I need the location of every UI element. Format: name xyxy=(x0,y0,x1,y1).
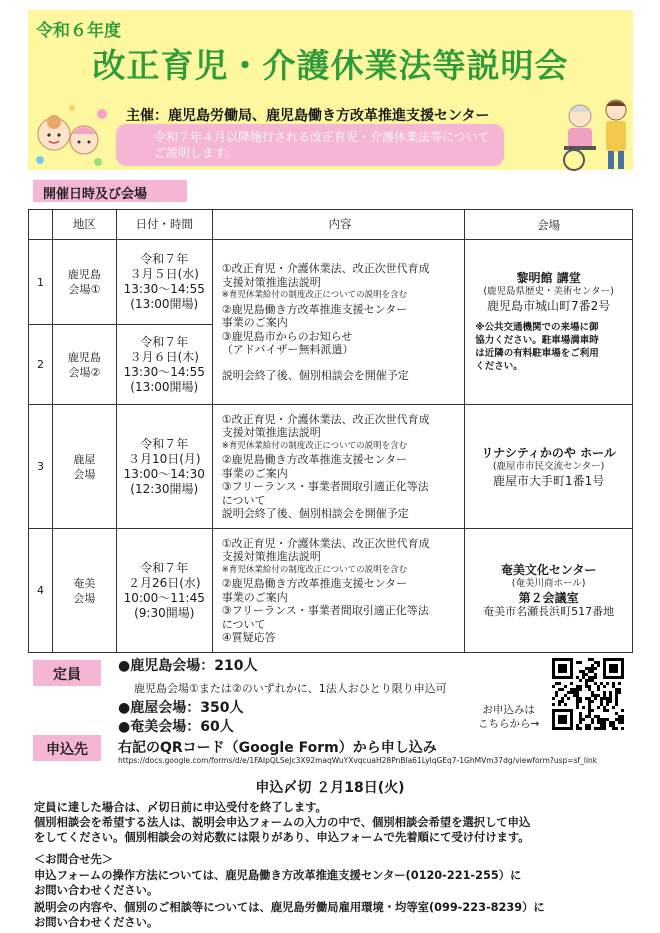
content-line: ②鹿児島働き方改革推進支援センター xyxy=(221,302,408,316)
content-small: ※育児休業給付の制度改正についての説明を含む xyxy=(221,440,408,451)
baby-illustration-icon xyxy=(32,100,112,168)
capacity-kagoshima-note: 鹿児島会場①または②のいずれかに、1法人おひとり限り申込可 xyxy=(134,682,447,695)
venue-address: 鹿屋市大手町1番1号 xyxy=(492,473,605,488)
date-cell xyxy=(116,529,212,653)
header-area: 地区 xyxy=(52,210,116,240)
note-consult-1: 個別相談会を希望する法人は、説明会申込フォームの入力の中で、個別相談会希望を選択して申込 xyxy=(34,816,531,829)
schedule-table xyxy=(28,209,633,653)
content-line: について xyxy=(221,617,266,631)
note-capacity: 定員に達した場合は、〆切日前に申込受付を終了します。 xyxy=(34,801,327,814)
organizer: 主催：鹿児島労働局、鹿児島働き方改革推進支援センター xyxy=(126,108,490,124)
row-number: 3 xyxy=(29,405,53,529)
venue-note-line: ください。 xyxy=(475,361,523,372)
venue-room: 第２会議室 xyxy=(518,590,579,605)
area-name: 鹿児島 xyxy=(67,268,101,281)
area-name: 鹿屋 xyxy=(73,452,96,466)
date-time: 13:30～14:55 xyxy=(123,364,205,379)
area-cell xyxy=(52,405,116,529)
content-line: 事業のご案内 xyxy=(221,466,288,480)
header-venue: 会場 xyxy=(465,210,633,240)
area-cell xyxy=(52,325,116,405)
date-time: 10:00～11:45 xyxy=(123,590,205,605)
content-line: ②鹿児島働き方改革推進支援センター xyxy=(221,577,408,590)
venue-note xyxy=(469,321,628,373)
content-line: 説明会終了後、個別相談会を開催予定 xyxy=(221,507,409,520)
date-day: ３月５日(水) xyxy=(129,267,199,281)
date-open: (13:00開場) xyxy=(130,379,199,394)
area-sub: 会場② xyxy=(68,365,101,379)
fiscal-year: 令和６年度 xyxy=(36,21,121,41)
qr-label-line: お申込みは xyxy=(482,704,535,716)
date-day: ３月10日(月) xyxy=(127,451,201,466)
content-line: 支援対策推進法説明 xyxy=(221,550,321,563)
venue-note-line: は近隣の有料駐車場をご利用 xyxy=(475,348,599,359)
notice-line-2: ご説明します。 xyxy=(154,146,238,160)
capacity-amami: ●奄美会場：60人 xyxy=(118,719,234,735)
area-name: 鹿児島 xyxy=(67,350,101,364)
content-small: ※育児休業給付の制度改正についての説明を含む xyxy=(221,564,408,575)
area-name: 奄美 xyxy=(73,576,96,590)
content-line: ③鹿児島市からのお知らせ xyxy=(221,329,353,343)
venue-note-line: ※公共交通機関での来場に御 xyxy=(475,322,599,333)
caregiver-illustration-icon xyxy=(556,94,638,174)
venue-sub: (奄美川商ホール) xyxy=(511,577,586,589)
area-sub: 会場 xyxy=(73,467,96,481)
venue-name: リナシティかのや ホール xyxy=(481,445,616,460)
header-banner xyxy=(28,10,633,170)
notice-line-1: 令和７年４月以降施行される改正育児・介護休業法等について xyxy=(154,130,490,144)
date-cell xyxy=(116,240,212,325)
content-line: 支援対策推進法説明 xyxy=(221,275,321,289)
venue-note-line: 協力ください。駐車場満車時 xyxy=(475,335,599,346)
table-row xyxy=(29,240,633,325)
venue-name: 奄美文化センター xyxy=(500,562,597,577)
content-line: ②鹿児島働き方改革推進支援センター xyxy=(221,453,408,466)
date-time: 13:30～14:55 xyxy=(123,282,205,296)
date-day: ２月26日(水) xyxy=(127,575,201,590)
content-cell xyxy=(212,405,465,529)
qr-label-line: こちらから→ xyxy=(478,718,540,730)
header-no xyxy=(29,210,53,240)
venue-name: 黎明館 講堂 xyxy=(516,271,581,285)
content-line: ③フリーランス・事業者間取引適正化等法 xyxy=(221,480,429,493)
venue-cell xyxy=(465,405,633,529)
content-line: 支援対策推進法説明 xyxy=(221,426,321,439)
venue-cell xyxy=(465,240,633,405)
date-year: 令和７年 xyxy=(140,436,189,451)
apply-url-link[interactable]: https://docs.google.com/forms/d/e/1FAIpQLSeJc3X92maqWuYXvqcuaH28PnBla61LylqGEq7-1GhMVm37dg/viewform?usp=sf_link xyxy=(118,756,598,765)
capacity-kanoya: ●鹿屋会場：350人 xyxy=(118,700,244,716)
content-line: ①改正育児・介護休業法、改正次世代育成 xyxy=(221,412,430,426)
row-number: 4 xyxy=(29,529,53,653)
page-title: 改正育児・介護休業法等説明会 xyxy=(92,46,569,85)
content-line: 事業のご案内 xyxy=(221,590,288,604)
qr-label xyxy=(478,703,539,731)
capacity-label: 定員 xyxy=(33,660,101,686)
area-sub: 会場 xyxy=(73,591,96,605)
date-year: 令和７年 xyxy=(140,560,189,575)
content-line: ③フリーランス・事業者間取引適正化等法 xyxy=(221,604,429,617)
area-cell xyxy=(52,529,116,653)
content-line: （アドバイザー無料派遣） xyxy=(221,343,354,356)
venue-sub: (鹿児島県歴史・美術センター) xyxy=(483,286,614,297)
table-header-row xyxy=(29,210,633,240)
contact-title: ＜お問合せ先＞ xyxy=(34,853,114,866)
header-date: 日付・時間 xyxy=(116,210,212,240)
content-line: ①改正育児・介護休業法、改正次世代育成 xyxy=(221,262,430,275)
date-cell xyxy=(116,405,212,529)
venue-address: 鹿児島市城山町7番2号 xyxy=(486,299,611,313)
table-row xyxy=(29,405,633,529)
header-content: 内容 xyxy=(212,210,465,240)
date-time: 13:00～14:30 xyxy=(123,466,205,481)
apply-label: 申込先 xyxy=(33,735,101,761)
note-consult-2: をしてください。個別相談会の対応数には限りがあり、申込フォームで先着順にて受け付けます。 xyxy=(34,831,530,844)
contact-line-3: 説明会の内容や、個別のご相談等については、鹿児島労働局雇用環境・均等室(099-223-8239）に xyxy=(34,901,545,914)
row-number: 2 xyxy=(29,325,53,405)
notice-box xyxy=(116,124,504,166)
content-cell xyxy=(212,529,465,653)
date-open: (12:30開場) xyxy=(130,481,199,496)
content-small: ※育児休業給付の制度改正についての説明を含む xyxy=(221,290,408,300)
content-line: ①改正育児・介護休業法、改正次世代育成 xyxy=(221,536,430,550)
date-year: 令和７年 xyxy=(140,252,189,266)
contact-line-2: お問い合わせください。 xyxy=(34,884,159,897)
date-year: 令和７年 xyxy=(140,334,189,349)
date-open: (9:30開場) xyxy=(134,605,195,620)
content-line: ④質疑応答 xyxy=(221,631,276,644)
venue-address: 奄美市名瀬長浜町517番地 xyxy=(483,604,615,618)
contact-line-4: お問い合わせください。 xyxy=(34,916,159,929)
apply-text: 右記のQRコード（Google Form）から申し込み xyxy=(118,740,437,756)
content-line: について xyxy=(221,493,266,507)
content-line: 事業のご案内 xyxy=(221,316,288,329)
deadline: 申込〆切 ２月18日(火) xyxy=(255,780,405,796)
section-label-schedule: 開催日時及び会場 xyxy=(33,180,187,202)
area-cell xyxy=(52,240,116,325)
date-cell xyxy=(116,325,212,405)
qr-code-icon[interactable] xyxy=(552,658,624,730)
area-sub: 会場① xyxy=(68,283,101,296)
content-line: 説明会終了後、個別相談会を開催予定 xyxy=(221,368,409,382)
contact-line-1: 申込フォームの操作方法については、鹿児島働き方改革推進支援センター(0120-221-255）に xyxy=(34,869,522,882)
row-number: 1 xyxy=(29,240,53,325)
venue-cell xyxy=(465,529,633,653)
capacity-kagoshima: ●鹿児島会場：210人 xyxy=(118,658,258,674)
content-cell xyxy=(212,240,465,405)
venue-sub: (鹿屋市市民交流センター) xyxy=(492,460,605,472)
date-day: ３月６日(木) xyxy=(129,349,199,364)
date-open: (13:00開場) xyxy=(130,297,199,311)
table-row xyxy=(29,529,633,653)
